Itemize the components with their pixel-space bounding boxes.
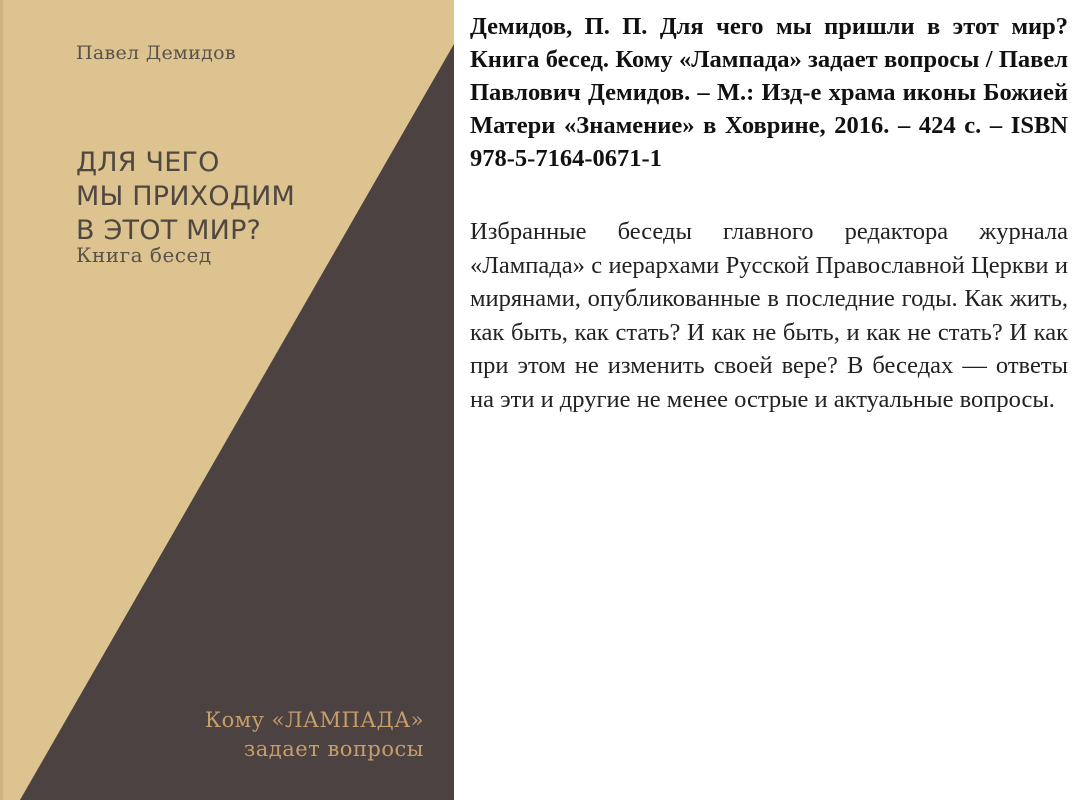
cover-author: Павел Демидов <box>76 42 236 64</box>
cover-background <box>0 0 454 800</box>
annotation-text: Избранные беседы главного редактора журнала «Лампада» с иерархами Русской Православной Церкви и мирянами, опубликованные в последние годы. Как жить, как быть, как стать? И как не быть, и как не стать? И как при этом не изменить своей вере? В беседах — ответы на эти и другие не менее острые и актуальные вопросы. <box>470 218 1068 413</box>
cover-title-line: ДЛЯ ЧЕГО <box>76 147 220 179</box>
cover-title-line: В ЭТОТ МИР? <box>76 215 262 247</box>
cover-title <box>76 146 295 248</box>
cover-subtitle: Книга бесед <box>76 243 212 267</box>
book-description <box>470 10 1068 416</box>
bibliographic-record: Демидов, П. П. Для чего мы пришли в этот мир? Книга бесед. Кому «Лампада» задает вопросы / Павел Павлович Демидов. – М.: Изд-е храма иконы Божией Матери «Знамение» в Ховрине, 2016. – 424 с. – ISBN 978-5-7164-0671-1 <box>470 13 1068 172</box>
cover-series-line: задает вопросы <box>243 737 424 761</box>
cover-title-line: МЫ ПРИХОДИМ <box>76 181 296 213</box>
cover-series <box>205 706 424 764</box>
cover-series-line: Кому «ЛАМПАДА» <box>204 708 424 732</box>
book-cover <box>0 0 454 800</box>
